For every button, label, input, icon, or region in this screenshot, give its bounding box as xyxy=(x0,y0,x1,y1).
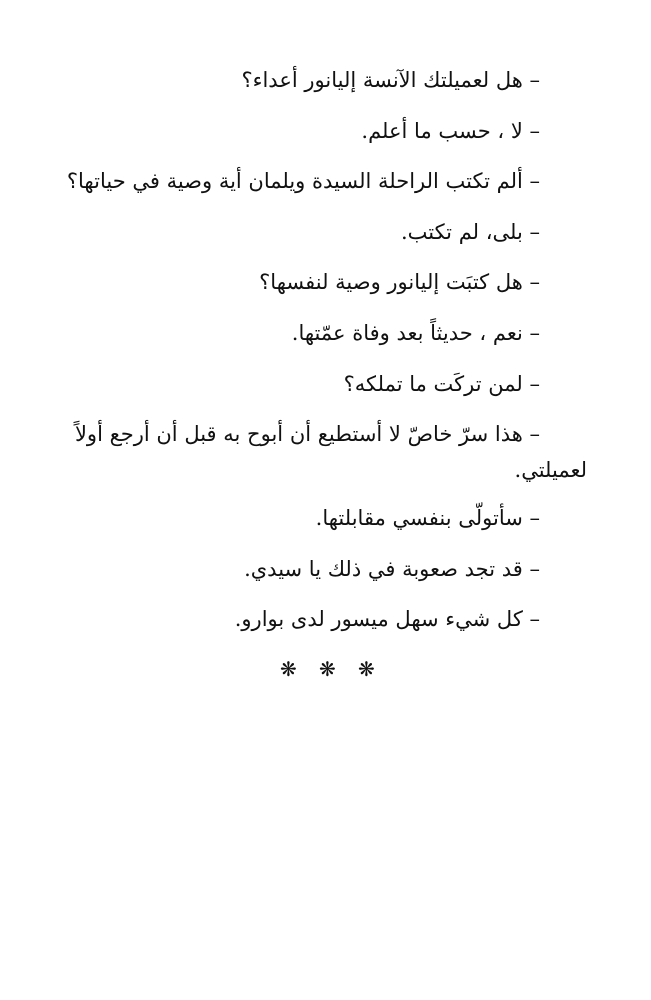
dialogue-text: – سأتولّى بنفسي مقابلتها. xyxy=(315,506,540,531)
dialogue-continuation: لعميلتي. xyxy=(514,458,587,483)
dialogue-text: – ألم تكتب الراحلة السيدة ويلمان أية وصية في حياتها؟ xyxy=(66,169,540,194)
dialogue-text: – هل كتبَت إليانور وصية لنفسها؟ xyxy=(259,270,540,295)
dialogue-line xyxy=(66,315,540,366)
dialogue-text: – لمن تركَت ما تملكه؟ xyxy=(343,371,540,396)
dialogue-text: – بلى، لم تكتب. xyxy=(400,219,540,244)
asterism-icon: ❋ xyxy=(280,657,297,681)
dialogue-text: – هل لعميلتك الآنسة إليانور أعداء؟ xyxy=(241,68,540,92)
dialogue-line xyxy=(66,551,540,602)
dialogue-line xyxy=(66,416,587,500)
dialogue-line xyxy=(66,62,540,113)
section-separator xyxy=(280,655,380,683)
dialogue-line xyxy=(66,214,540,265)
dialogue-text: – نعم ، حديثاً بعد وفاة عمّتها. xyxy=(291,320,540,345)
asterism-icon: ❋ xyxy=(319,657,336,681)
dialogue-text: – كل شيء سهل ميسور لدى بوارو. xyxy=(234,607,540,632)
dialogue-block xyxy=(66,62,587,652)
dialogue-line xyxy=(66,264,540,315)
dialogue-text: – قد تجد صعوبة في ذلك يا سيدي. xyxy=(244,556,540,581)
book-page xyxy=(66,0,586,1000)
dialogue-line xyxy=(66,163,540,214)
dialogue-text: – هذا سرّ خاصّ لا أستطيع أن أبوح به قبل أن أرجع أولاً xyxy=(74,422,540,447)
asterism-icon: ❋ xyxy=(358,657,375,681)
dialogue-text: – لا ، حسب ما أعلم. xyxy=(361,118,540,143)
dialogue-line xyxy=(66,601,540,652)
dialogue-line xyxy=(66,113,540,164)
dialogue-line xyxy=(66,500,540,551)
dialogue-line xyxy=(66,366,540,417)
